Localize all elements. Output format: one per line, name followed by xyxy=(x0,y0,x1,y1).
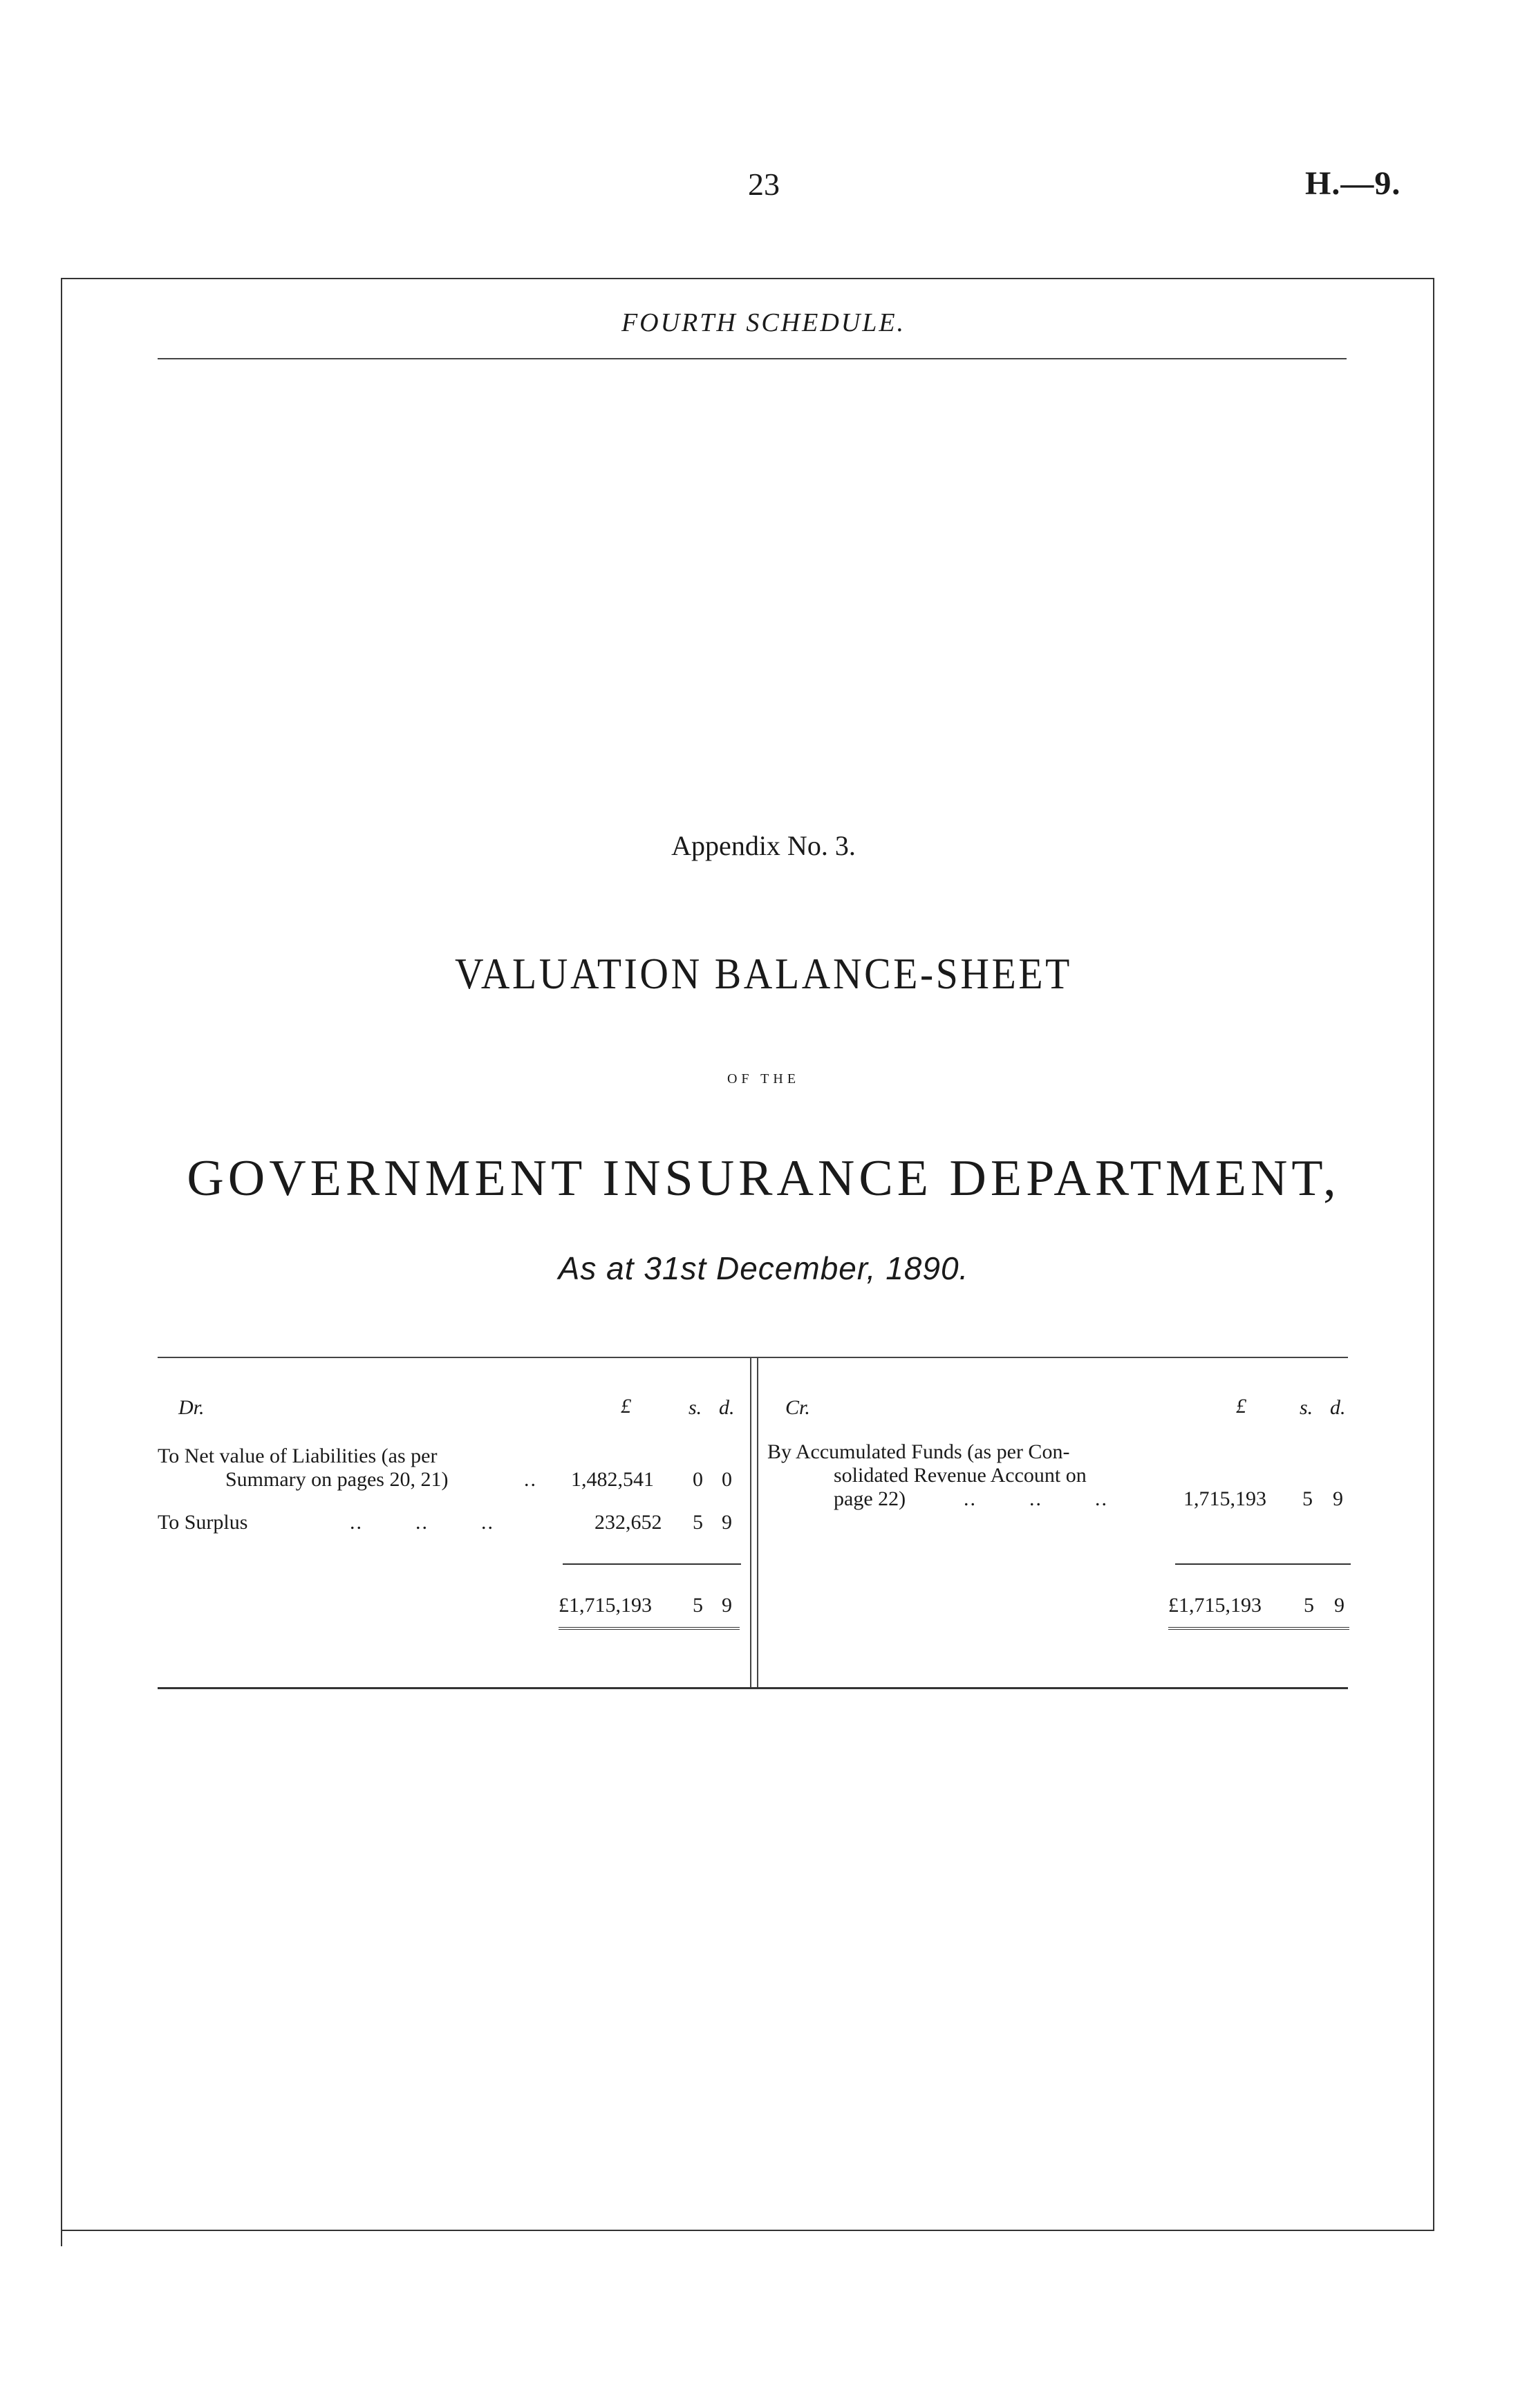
debit-row-liabilities-leader: .. xyxy=(524,1468,537,1491)
debit-row-liabilities-pence: 0 xyxy=(722,1468,732,1491)
appendix-label: Appendix No. 3. xyxy=(671,830,856,861)
debit-col-pounds: £ xyxy=(621,1395,631,1418)
table-bottom-rule xyxy=(158,1687,1348,1689)
debit-total-pounds: £1,715,193 xyxy=(559,1594,652,1617)
title-connector: OF THE xyxy=(727,1071,800,1087)
debit-row-liabilities-shillings: 0 xyxy=(693,1468,703,1491)
table-divider-right xyxy=(757,1357,758,1689)
credit-row-funds-line3: page 22) xyxy=(834,1487,906,1510)
credit-col-shillings: s. xyxy=(1300,1396,1313,1419)
credit-col-pounds: £ xyxy=(1236,1395,1246,1418)
credit-total-pence: 9 xyxy=(1334,1594,1345,1617)
credit-total-pounds: £1,715,193 xyxy=(1168,1594,1262,1617)
debit-row-surplus-label: To Surplus xyxy=(158,1511,248,1534)
schedule-divider xyxy=(158,358,1347,359)
debit-row-surplus-shillings: 5 xyxy=(693,1511,703,1534)
credit-col-pence: d. xyxy=(1330,1396,1346,1419)
credit-total-shillings: 5 xyxy=(1304,1594,1314,1617)
debit-label: Dr. xyxy=(178,1396,205,1419)
debit-row-surplus-pounds: 232,652 xyxy=(594,1511,662,1534)
credit-row-funds-line1: By Accumulated Funds (as per Con- xyxy=(767,1440,1070,1463)
credit-label: Cr. xyxy=(785,1396,810,1419)
credit-row-funds-pounds: 1,715,193 xyxy=(1183,1487,1266,1510)
page-number: 23 xyxy=(748,167,780,202)
credit-row-funds-line2: solidated Revenue Account on xyxy=(834,1464,1087,1487)
debit-row-surplus-leader: .. .. .. xyxy=(350,1511,494,1534)
document-title: VALUATION BALANCE-SHEET xyxy=(455,949,1072,998)
debit-total xyxy=(559,1594,740,1630)
debit-row-surplus-pence: 9 xyxy=(722,1511,732,1534)
table-top-rule xyxy=(158,1357,1348,1358)
document-reference: H.—9. xyxy=(1305,165,1401,202)
debit-sum-rule xyxy=(563,1563,741,1565)
credit-row-funds-leader: .. .. .. xyxy=(964,1487,1108,1510)
frame-bottom-border xyxy=(62,2230,1434,2231)
credit-sum-rule xyxy=(1175,1563,1351,1565)
valuation-date: As at 31st December, 1890. xyxy=(558,1250,969,1286)
credit-total xyxy=(1168,1594,1349,1630)
debit-row-liabilities-line2: Summary on pages 20, 21) xyxy=(225,1468,449,1491)
debit-col-pence: d. xyxy=(719,1396,735,1419)
debit-row-liabilities-pounds: 1,482,541 xyxy=(571,1468,654,1491)
debit-col-shillings: s. xyxy=(688,1396,702,1419)
schedule-title: FOURTH SCHEDULE. xyxy=(621,308,906,337)
debit-row-liabilities-line1: To Net value of Liabilities (as per xyxy=(158,1445,438,1467)
debit-total-shillings: 5 xyxy=(693,1594,703,1617)
credit-row-funds-pence: 9 xyxy=(1333,1487,1343,1510)
frame-top-border xyxy=(62,278,1434,279)
credit-row-funds-shillings: 5 xyxy=(1302,1487,1313,1510)
table-divider-left xyxy=(750,1357,751,1689)
debit-total-pence: 9 xyxy=(722,1594,732,1617)
department-name: GOVERNMENT INSURANCE DEPARTMENT, xyxy=(187,1150,1340,1207)
